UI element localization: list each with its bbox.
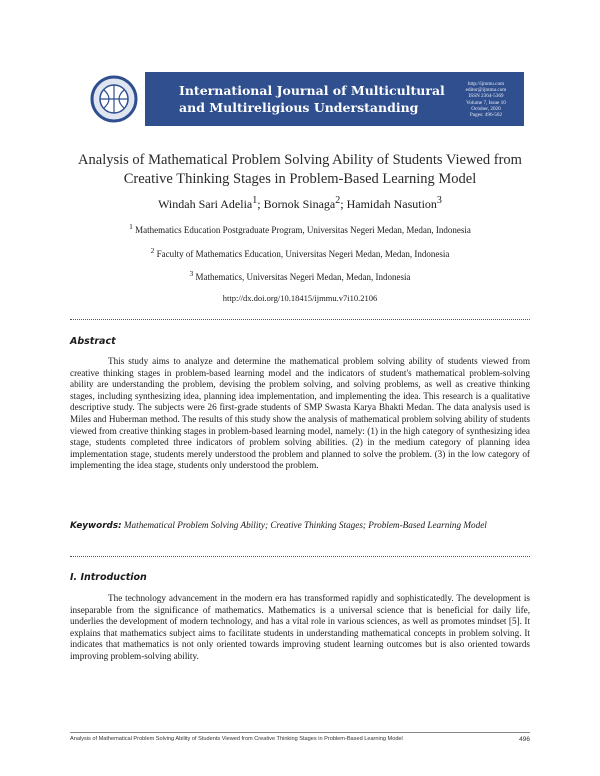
journal-banner bbox=[83, 72, 524, 126]
affiliation bbox=[60, 269, 540, 282]
author-separator: ; bbox=[340, 197, 347, 211]
author-name: Hamidah Nasution bbox=[346, 197, 437, 211]
journal-email[interactable]: editor@ijmmu.com bbox=[465, 87, 507, 94]
affiliation bbox=[60, 222, 540, 235]
author-affil-mark: 2 bbox=[335, 195, 341, 206]
keywords-label: Keywords: bbox=[70, 521, 122, 531]
journal-title-line1: International Journal of Multicultural bbox=[179, 83, 445, 98]
divider bbox=[70, 319, 530, 320]
journal-title-line2: and Multireligious Understanding bbox=[179, 100, 419, 115]
footer-divider bbox=[70, 732, 530, 733]
introduction-heading: I. Introduction bbox=[70, 572, 147, 583]
keywords bbox=[70, 520, 530, 533]
introduction-text: The technology advancement in the modern era has transformed rapidly and sophisticatedly. The development is inseparable from the significance of mathematics. Mathematics is a universal science that is beneficial for daily life, underlies the development of modern technology, and has a vital role in various sciences, as well as promotes mindset [5]. It explains that mathematics subject aims to facilitate students in understanding mathematical concepts in problem solving. It indicates that mathematics is not only oriented towards improving student learning outcomes but is also oriented towards improving problem-solving ability. bbox=[70, 593, 530, 661]
author-list bbox=[60, 195, 540, 212]
affil-mark: 2 bbox=[150, 246, 155, 255]
paper-title bbox=[60, 151, 540, 189]
journal-pages: Pages: 496-502 bbox=[469, 112, 503, 119]
affil-mark: 1 bbox=[129, 222, 133, 231]
journal-url[interactable]: http://ijmmu.com bbox=[467, 81, 505, 87]
journal-issn: ISSN 2364-5369 bbox=[468, 93, 504, 100]
author-name: Bornok Sinaga bbox=[263, 197, 336, 211]
paper-title-line1: Analysis of Mathematical Problem Solving Ability of Students Viewed from bbox=[78, 152, 522, 168]
divider bbox=[70, 556, 530, 557]
page-number: 496 bbox=[519, 736, 530, 743]
page-footer bbox=[70, 736, 530, 742]
journal-volume: Volume 7, Issue 10 bbox=[466, 99, 506, 106]
affil-text: Faculty of Mathematics Education, Universitas Negeri Medan, Medan, Indonesia bbox=[154, 249, 450, 259]
keywords-text: Mathematical Problem Solving Ability; Creative Thinking Stages; Problem-Based Learning Model bbox=[121, 520, 487, 530]
affil-text: Mathematics, Universitas Negeri Medan, Medan, Indonesia bbox=[193, 272, 411, 282]
author-affil-mark: 1 bbox=[252, 195, 258, 206]
doi-link[interactable]: http://dx.doi.org/10.18415/ijmmu.v7i10.2106 bbox=[222, 293, 378, 303]
affil-mark: 3 bbox=[189, 269, 194, 278]
author-separator: ; bbox=[257, 197, 264, 211]
journal-date: October, 2020 bbox=[471, 105, 501, 112]
abstract-text: This study aims to analyze and determine the mathematical problem solving ability of students viewed from creative thinking stages in problem-based learning model and the indicators of student's mathematical problem-solving ability are understanding the problem, devising the problem solving, and solving problems, as well as creative thinking stages, including synthesizing idea, planning idea implementation, and implementing the idea. This research is a qualitative descriptive study. The subjects were 26 first-grade students of SMP Swasta Karya Bhakti Medan. The data analysis used is Miles and Huberman method. The results of this study show the analysis of mathematical problem solving ability of students viewed from creative thinking stages in problem-based learning model, namely: (1) in the high category of synthesizing idea stage, students completed three indicators of problem solving abilities. (2) in the medium category of planning idea implementation stage, students merely understood the problem and planned to solve the problem. (3) in the low category of implementing the idea stage, students only understood the problem. bbox=[70, 356, 530, 471]
abstract-heading: Abstract bbox=[70, 336, 116, 347]
running-title: Analysis of Mathematical Problem Solving Ability of Students Viewed from Creative Thinking Stages in Problem-Based Learning Model bbox=[70, 736, 403, 742]
author-name: Windah Sari Adelia bbox=[158, 197, 253, 211]
journal-logo bbox=[83, 72, 145, 126]
journal-meta bbox=[456, 81, 516, 118]
author-affil-mark: 3 bbox=[436, 195, 442, 206]
affiliation bbox=[60, 246, 540, 259]
journal-title bbox=[179, 82, 459, 116]
paper-title-line2: Creative Thinking Stages in Problem-Based Learning Model bbox=[123, 171, 477, 187]
affil-text: Mathematics Education Postgraduate Program, Universitas Negeri Medan, Medan, Indonesia bbox=[132, 225, 471, 235]
